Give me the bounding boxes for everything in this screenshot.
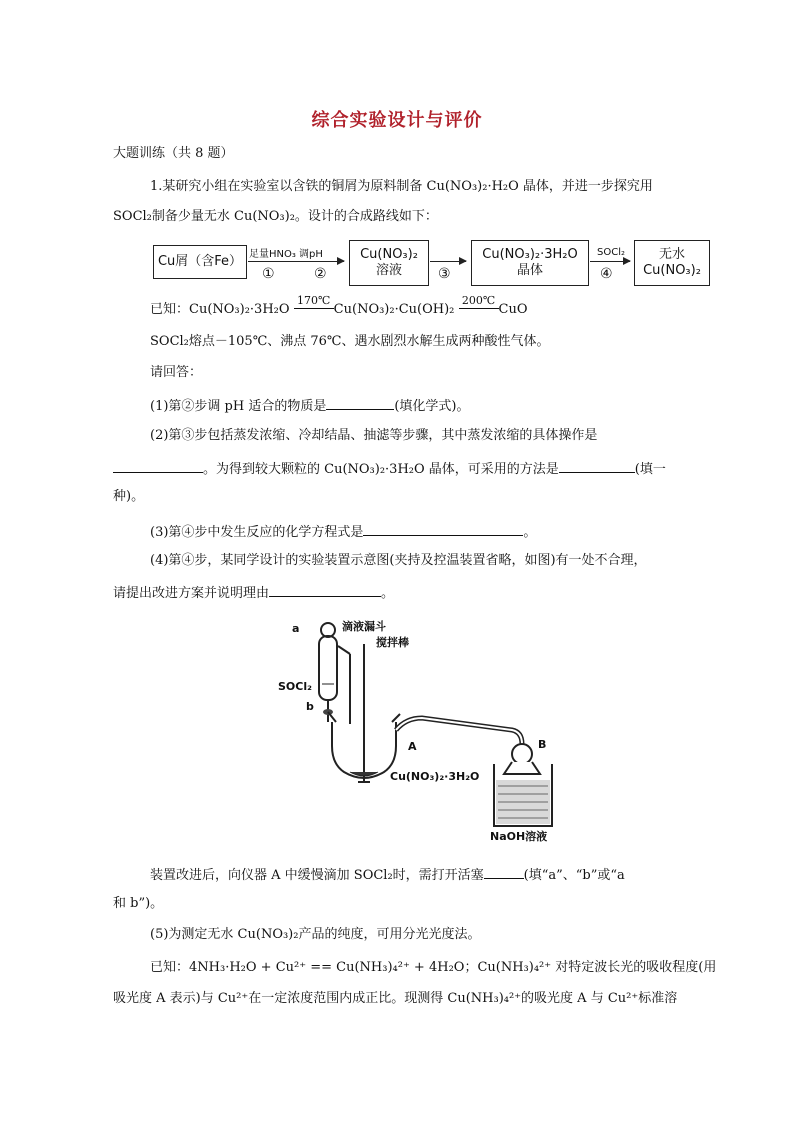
page-title: 综合实验设计与评价	[311, 110, 483, 131]
section-heading: 大题训练（共 8 题）	[113, 146, 234, 161]
part4-line1: (4)第④步，某同学设计的实验装置示意图(夹持及控温装置省略，如图)有一处不合理，	[150, 553, 647, 568]
apparatus-figure	[272, 614, 558, 846]
known-decomposition	[150, 294, 528, 319]
flow-step-1: ①	[262, 266, 275, 282]
answer-prompt: 请回答：	[150, 365, 203, 380]
part2-blank1[interactable]	[113, 458, 203, 473]
flow-box-solution	[349, 240, 429, 286]
flow-box-anhydrous-line2: Cu(NO₃)₂	[643, 263, 701, 278]
part2-text: 。为得到较大颗粒的 Cu(NO₃)₂·3H₂O 晶体，可采用的方法是	[203, 462, 559, 477]
known1-cond1: 170℃	[297, 294, 331, 307]
label-socl2: SOCl₂	[278, 680, 312, 693]
flow-arrow-1-2	[248, 261, 344, 262]
flow-step-4: ④	[600, 266, 613, 282]
known1-arrow2	[459, 294, 499, 319]
part5-line2: 吸光度 A 表示)与 Cu²⁺在一定浓度范围内成正比。现测得 Cu(NH₃)₄²⁺的吸光度 A 与 Cu²⁺标准溶	[113, 991, 678, 1006]
label-stopcock-a: a	[292, 622, 300, 635]
part1	[150, 395, 470, 416]
part2-line1: (2)第③步包括蒸发浓缩、冷却结晶、抽滤等步骤，其中蒸发浓缩的具体操作是	[150, 428, 598, 443]
part3-suffix: 。	[523, 525, 537, 540]
flow-step-3: ③	[438, 266, 451, 282]
known1-prefix: 已知：Cu(NO₃)₂·3H₂O	[150, 302, 290, 317]
label-stopcock-b: b	[306, 700, 314, 713]
part3-blank[interactable]	[363, 521, 523, 536]
part2-line2	[113, 458, 666, 479]
apparatus-drawing	[272, 614, 558, 846]
part2-suffix: (填一	[634, 462, 666, 477]
part3-text: (3)第④步中发生反应的化学方程式是	[150, 525, 364, 540]
part2-blank2[interactable]	[559, 458, 635, 473]
part3	[150, 521, 536, 542]
label-flask-A: A	[408, 740, 417, 753]
label-stirrer: 搅拌棒	[376, 636, 409, 649]
question-intro-line2: SOCl₂制备少量无水 Cu(NO₃)₂。设计的合成路线如下：	[113, 209, 438, 224]
label-crystal: Cu(NO₃)₂·3H₂O	[390, 770, 480, 783]
part4-suffix: 。	[381, 586, 395, 601]
part5: (5)为测定无水 Cu(NO₃)₂产品的纯度，可用分光光度法。	[150, 927, 481, 942]
part4b-suffix: (填“a”、“b”或“a	[523, 868, 625, 883]
part4b-text: 装置改进后，向仪器 A 中缓慢滴加 SOCl₂时，需打开活塞	[150, 868, 484, 883]
part4b-blank[interactable]	[484, 864, 524, 879]
flow-box-crystal-line1: Cu(NO₃)₂·3H₂O	[482, 247, 578, 262]
flow-arrow1-label: 足量HNO₃ 调pH	[249, 249, 323, 260]
part1-suffix: (填化学式)。	[394, 399, 470, 414]
part4-blank[interactable]	[269, 582, 381, 597]
flow-box-solution-line2: 溶液	[375, 263, 402, 278]
flow-arrow4-label: SOCl₂	[597, 247, 625, 258]
part2-line3: 种)。	[113, 489, 145, 504]
label-funnel-B: B	[538, 738, 547, 751]
flow-box-anhydrous	[634, 240, 710, 286]
label-dropping-funnel: 滴液漏斗	[342, 620, 386, 633]
flow-box-cu-scrap	[153, 245, 247, 279]
flow-arrow-4	[590, 261, 630, 262]
part4b-line1	[150, 864, 625, 885]
flow-box-cu-scrap-label: Cu屑（含Fe）	[157, 254, 243, 269]
known1-cond2: 200℃	[461, 294, 496, 307]
flow-box-anhydrous-line1: 无水	[658, 247, 685, 262]
flow-arrow-3	[430, 261, 466, 262]
question-intro-line1: 1.某研究小组在实验室以含铁的铜屑为原料制备 Cu(NO₃)₂·H₂O 晶体，并进一步探究用	[150, 179, 653, 194]
flow-box-crystal	[471, 240, 589, 286]
part1-text: (1)第②步调 pH 适合的物质是	[150, 399, 327, 414]
known1-arrow1	[294, 294, 334, 319]
known1-mid: Cu(NO₃)₂·Cu(OH)₂	[333, 302, 455, 317]
label-naoh: NaOH溶液	[490, 830, 548, 843]
part4-line2	[113, 582, 394, 603]
flow-box-crystal-line2: 晶体	[516, 263, 543, 278]
part1-blank[interactable]	[326, 395, 394, 410]
part4-text: 请提出改进方案并说明理由	[113, 586, 270, 601]
part4b-line2: 和 b”)。	[113, 896, 164, 911]
flow-step-2: ②	[314, 266, 327, 282]
part5-known: 已知：4NH₃·H₂O + Cu²⁺ == Cu(NH₃)₄²⁺ + 4H₂O；Cu(NH₃)₄²⁺ 对特定波长光的吸收程度(用	[150, 960, 717, 975]
known1-end: CuO	[498, 302, 528, 317]
flow-box-solution-line1: Cu(NO₃)₂	[360, 247, 418, 262]
known-socl2: SOCl₂熔点－105℃、沸点 76℃、遇水剧烈水解生成两种酸性气体。	[150, 334, 550, 349]
